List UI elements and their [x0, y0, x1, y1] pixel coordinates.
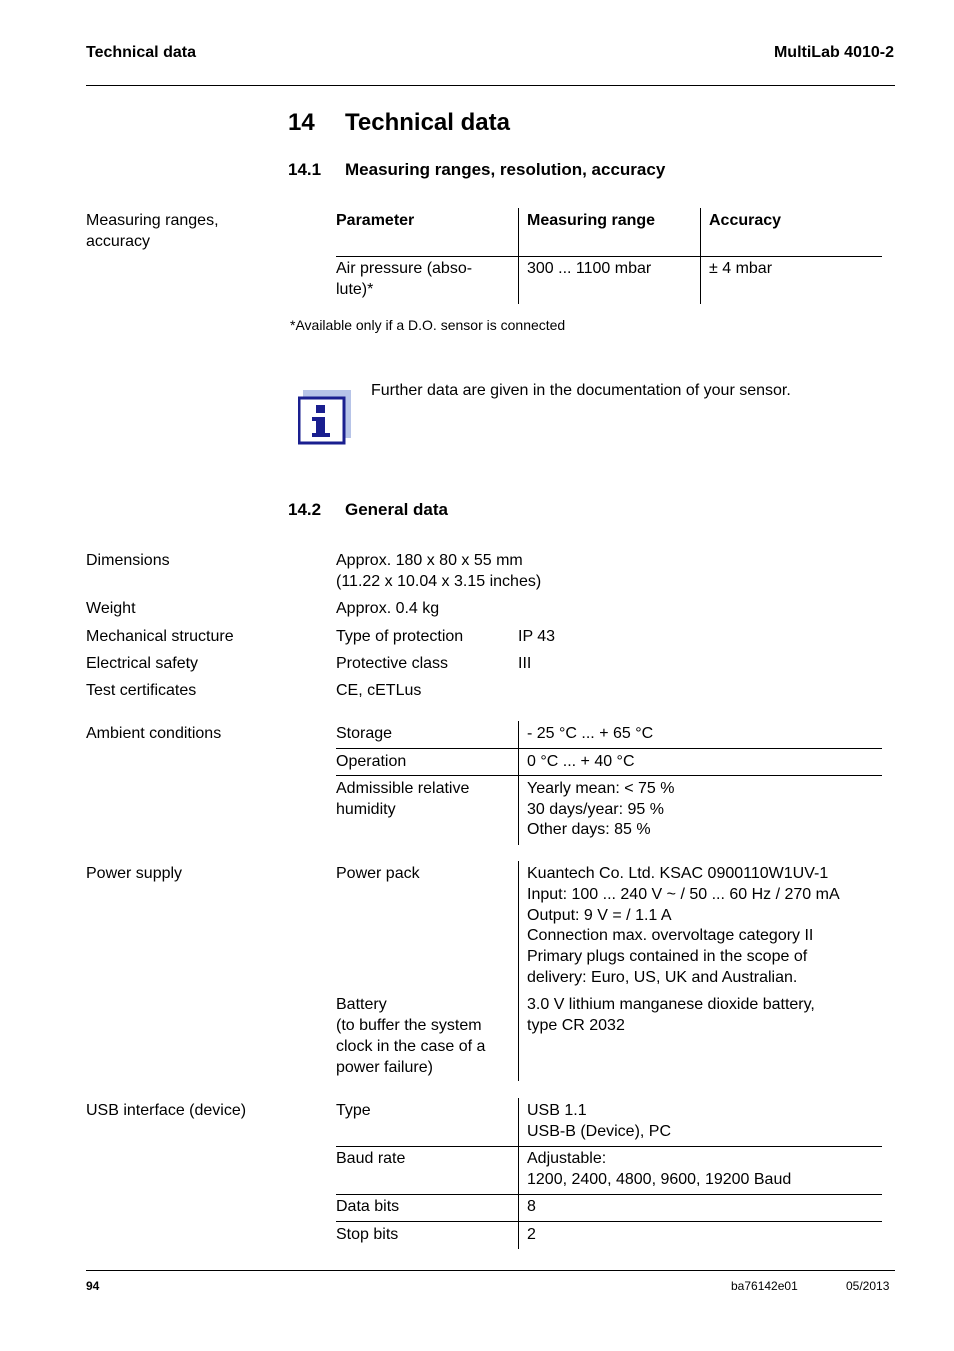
section2-number: 14.2 [288, 500, 322, 519]
section1-number: 14.1 [288, 160, 322, 179]
doc-date: 05/2013 [846, 1279, 890, 1293]
baud-value-1: Adjustable: [527, 1150, 607, 1167]
table-row-rule [336, 775, 882, 776]
table-divider [518, 721, 519, 845]
operation-value: 0 °C ... + 40 °C [527, 753, 635, 770]
table-row-rule [336, 1194, 882, 1195]
dimensions-value-1: Approx. 180 x 80 x 55 mm [336, 552, 523, 569]
storage-key: Storage [336, 725, 393, 742]
baud-key: Baud rate [336, 1150, 406, 1167]
power-pack-value-1: Kuantech Co. Ltd. KSAC 0900110W1UV-1 [527, 865, 829, 882]
doc-number: ba76142e01 [731, 1279, 798, 1293]
power-pack-value-6: delivery: Euro, US, UK and Australian. [527, 969, 798, 986]
accuracy-cell: ± 4 mbar [709, 260, 773, 277]
power-label: Power supply [86, 865, 183, 882]
info-icon [298, 390, 354, 446]
databits-value: 8 [527, 1198, 536, 1215]
param-cell-1: Air pressure (abso- [336, 260, 473, 277]
power-pack-value-3: Output: 9 V = / 1.1 A [527, 907, 672, 924]
ambient-label: Ambient conditions [86, 725, 222, 742]
measuring-label-2: accuracy [86, 233, 151, 250]
electrical-label: Electrical safety [86, 655, 199, 672]
weight-label: Weight [86, 600, 136, 617]
mechanical-label: Mechanical structure [86, 628, 234, 645]
battery-key-3: clock in the case of a [336, 1038, 486, 1055]
usb-type-value-2: USB-B (Device), PC [527, 1123, 672, 1140]
power-pack-value-2: Input: 100 ... 240 V ~ / 50 ... 60 Hz / 270 mA [527, 886, 840, 903]
table-row-rule [336, 1146, 882, 1147]
battery-value-2: type CR 2032 [527, 1017, 625, 1034]
param-cell-2: lute)* [336, 281, 374, 298]
humidity-value-2: 30 days/year: 95 % [527, 801, 664, 818]
databits-key: Data bits [336, 1198, 400, 1215]
header-product: MultiLab 4010-2 [773, 44, 894, 61]
measuring-label-1: Measuring ranges, [86, 212, 219, 229]
range-cell: 300 ... 1100 mbar [527, 260, 652, 277]
electrical-key: Protective class [336, 655, 449, 672]
mechanical-key: Type of protection [336, 628, 464, 645]
usb-type-value-1: USB 1.1 [527, 1102, 587, 1119]
usb-label: USB interface (device) [86, 1102, 247, 1119]
stopbits-value: 2 [527, 1226, 536, 1243]
storage-value: - 25 °C ... + 65 °C [527, 725, 654, 742]
table-row-rule [336, 1221, 882, 1222]
info-text: Further data are given in the documentation of your sensor. [371, 382, 791, 399]
humidity-key-2: humidity [336, 801, 396, 818]
section2-title: General data [345, 500, 448, 519]
stopbits-key: Stop bits [336, 1226, 399, 1243]
operation-key: Operation [336, 753, 407, 770]
page-number: 94 [86, 1279, 100, 1293]
battery-key-4: power failure) [336, 1059, 433, 1076]
certificates-value: CE, cETLus [336, 682, 422, 699]
header-rule [86, 85, 895, 86]
table-row-rule [336, 256, 882, 257]
battery-key-1: Battery [336, 996, 387, 1013]
col-header-range: Measuring range [527, 212, 656, 229]
humidity-key-1: Admissible relative [336, 780, 470, 797]
battery-value-1: 3.0 V lithium manganese dioxide battery, [527, 996, 815, 1013]
header-title: Technical data [86, 44, 196, 61]
power-pack-value-4: Connection max. overvoltage category II [527, 927, 814, 944]
table-divider [518, 1098, 519, 1249]
footnote: *Available only if a D.O. sensor is connected [290, 317, 566, 333]
table-divider [518, 861, 519, 1081]
weight-value: Approx. 0.4 kg [336, 600, 440, 617]
certificates-label: Test certificates [86, 682, 197, 699]
humidity-value-1: Yearly mean: < 75 % [527, 780, 675, 797]
usb-type-key: Type [336, 1102, 371, 1119]
section1-title: Measuring ranges, resolution, accuracy [345, 160, 666, 179]
footer-rule [86, 1270, 895, 1271]
baud-value-2: 1200, 2400, 4800, 9600, 19200 Baud [527, 1171, 792, 1188]
mechanical-value: IP 43 [518, 628, 556, 645]
dimensions-value-2: (11.22 x 10.04 x 3.15 inches) [336, 573, 542, 590]
battery-key-2: (to buffer the system [336, 1017, 482, 1034]
chapter-title: Technical data [345, 109, 510, 136]
dimensions-label: Dimensions [86, 552, 170, 569]
humidity-value-3: Other days: 85 % [527, 821, 651, 838]
table-row-rule [336, 748, 882, 749]
power-pack-value-5: Primary plugs contained in the scope of [527, 948, 808, 965]
chapter-number: 14 [288, 109, 315, 136]
col-header-accuracy: Accuracy [709, 212, 782, 229]
electrical-value: III [518, 655, 532, 672]
col-header-parameter: Parameter [336, 212, 415, 229]
power-pack-key: Power pack [336, 865, 420, 882]
